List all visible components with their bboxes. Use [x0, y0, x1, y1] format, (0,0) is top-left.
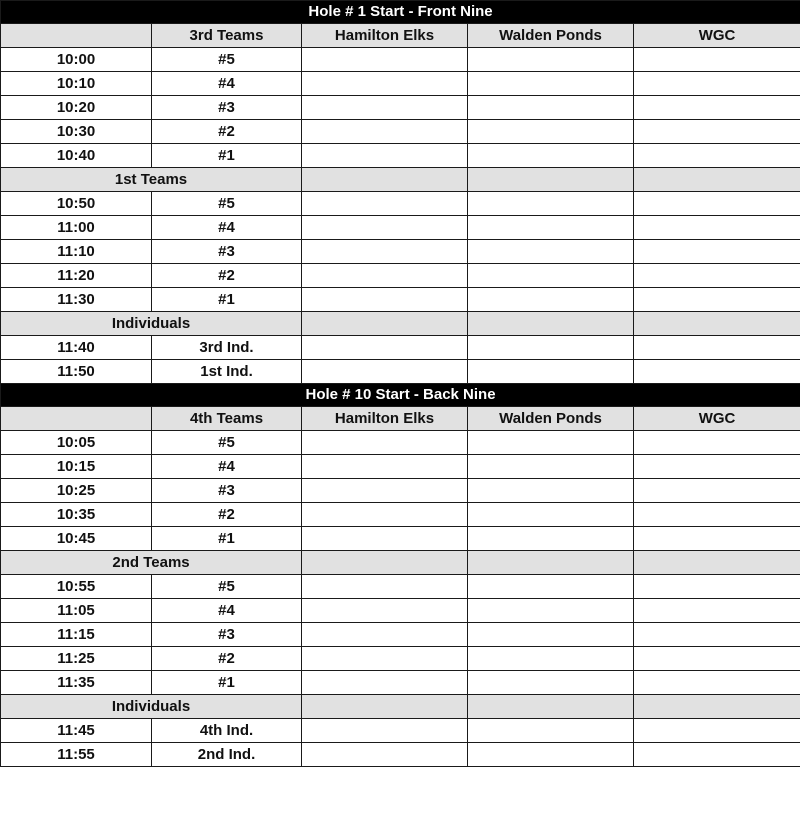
group-label: 1st Teams: [1, 168, 302, 192]
player-slot: #1: [152, 288, 302, 312]
group-label: 3rd Teams: [152, 24, 302, 48]
group-header-row: [1, 551, 800, 575]
group-label: 4th Teams: [152, 407, 302, 431]
tee-time: 10:25: [1, 479, 152, 503]
player-slot: 4th Ind.: [152, 719, 302, 743]
club-entry-cell: [634, 647, 800, 671]
column-header-row: [1, 24, 800, 48]
club-entry-cell: [634, 743, 800, 767]
tee-time: 11:15: [1, 623, 152, 647]
club-entry-cell: [634, 192, 800, 216]
tee-time-row: [1, 599, 800, 623]
club-entry-cell: [468, 431, 634, 455]
club-entry-cell: [468, 72, 634, 96]
group-blank-cell: [468, 551, 634, 575]
group-label: Individuals: [1, 312, 302, 336]
tee-time-row: [1, 192, 800, 216]
column-header-row: [1, 407, 800, 431]
tee-time: 11:25: [1, 647, 152, 671]
group-blank-cell: [468, 695, 634, 719]
club-entry-cell: [634, 240, 800, 264]
player-slot: #4: [152, 216, 302, 240]
club-entry-cell: [468, 216, 634, 240]
tee-time-row: [1, 72, 800, 96]
club-entry-cell: [468, 264, 634, 288]
club-entry-cell: [634, 503, 800, 527]
club-entry-cell: [302, 72, 468, 96]
player-slot: #2: [152, 264, 302, 288]
club-entry-cell: [468, 240, 634, 264]
club-entry-cell: [468, 288, 634, 312]
club-entry-cell: [468, 671, 634, 695]
tee-time-row: [1, 503, 800, 527]
player-slot: #3: [152, 96, 302, 120]
club-header: Walden Ponds: [468, 407, 634, 431]
club-entry-cell: [302, 288, 468, 312]
tee-time-row: [1, 48, 800, 72]
tee-time: 11:55: [1, 743, 152, 767]
tee-time: 11:30: [1, 288, 152, 312]
header-blank-cell: [1, 407, 152, 431]
club-entry-cell: [468, 719, 634, 743]
player-slot: #5: [152, 192, 302, 216]
group-blank-cell: [634, 312, 800, 336]
tee-time: 10:35: [1, 503, 152, 527]
club-entry-cell: [302, 671, 468, 695]
group-blank-cell: [634, 551, 800, 575]
club-entry-cell: [468, 599, 634, 623]
player-slot: #5: [152, 575, 302, 599]
tee-time: 10:15: [1, 455, 152, 479]
tee-time-row: [1, 527, 800, 551]
club-entry-cell: [302, 623, 468, 647]
tee-time: 11:50: [1, 360, 152, 384]
player-slot: #1: [152, 671, 302, 695]
group-header-row: [1, 168, 800, 192]
club-entry-cell: [302, 527, 468, 551]
club-entry-cell: [634, 48, 800, 72]
tee-time-row: [1, 623, 800, 647]
tee-time: 11:00: [1, 216, 152, 240]
club-header: Walden Ponds: [468, 24, 634, 48]
tee-time-row: [1, 455, 800, 479]
club-entry-cell: [634, 216, 800, 240]
tee-time: 10:00: [1, 48, 152, 72]
player-slot: #2: [152, 503, 302, 527]
section-banner: [1, 384, 800, 407]
club-entry-cell: [468, 623, 634, 647]
tee-time-row: [1, 743, 800, 767]
club-entry-cell: [468, 144, 634, 168]
tee-time: 10:20: [1, 96, 152, 120]
club-entry-cell: [468, 336, 634, 360]
group-header-row: [1, 695, 800, 719]
club-entry-cell: [634, 96, 800, 120]
player-slot: #5: [152, 431, 302, 455]
schedule-body: [1, 1, 800, 767]
club-entry-cell: [302, 599, 468, 623]
club-entry-cell: [468, 192, 634, 216]
group-blank-cell: [302, 168, 468, 192]
section-banner: [1, 1, 800, 24]
club-header: Hamilton Elks: [302, 407, 468, 431]
club-entry-cell: [468, 743, 634, 767]
club-entry-cell: [634, 144, 800, 168]
player-slot: #2: [152, 120, 302, 144]
group-blank-cell: [302, 695, 468, 719]
player-slot: #4: [152, 72, 302, 96]
club-entry-cell: [634, 599, 800, 623]
club-entry-cell: [634, 264, 800, 288]
group-blank-cell: [302, 551, 468, 575]
club-entry-cell: [302, 96, 468, 120]
club-entry-cell: [634, 120, 800, 144]
tee-time: 11:05: [1, 599, 152, 623]
club-entry-cell: [302, 216, 468, 240]
club-entry-cell: [302, 431, 468, 455]
club-entry-cell: [302, 575, 468, 599]
club-entry-cell: [468, 527, 634, 551]
club-entry-cell: [302, 144, 468, 168]
tee-time: 10:30: [1, 120, 152, 144]
tee-time: 10:10: [1, 72, 152, 96]
club-entry-cell: [302, 719, 468, 743]
player-slot: #1: [152, 144, 302, 168]
tee-time: 11:40: [1, 336, 152, 360]
club-entry-cell: [302, 264, 468, 288]
player-slot: #4: [152, 599, 302, 623]
player-slot: #1: [152, 527, 302, 551]
tee-time-row: [1, 216, 800, 240]
tee-time-row: [1, 288, 800, 312]
club-entry-cell: [634, 455, 800, 479]
club-entry-cell: [302, 360, 468, 384]
club-entry-cell: [302, 743, 468, 767]
club-entry-cell: [302, 479, 468, 503]
group-label: 2nd Teams: [1, 551, 302, 575]
club-entry-cell: [468, 455, 634, 479]
club-entry-cell: [634, 479, 800, 503]
club-entry-cell: [302, 336, 468, 360]
club-entry-cell: [468, 48, 634, 72]
player-slot: #3: [152, 623, 302, 647]
club-entry-cell: [634, 288, 800, 312]
tee-time-row: [1, 120, 800, 144]
group-label: Individuals: [1, 695, 302, 719]
player-slot: 3rd Ind.: [152, 336, 302, 360]
tee-time: 10:05: [1, 431, 152, 455]
player-slot: #3: [152, 240, 302, 264]
tee-time-row: [1, 264, 800, 288]
group-blank-cell: [302, 312, 468, 336]
tee-time: 11:35: [1, 671, 152, 695]
club-entry-cell: [468, 96, 634, 120]
club-entry-cell: [468, 503, 634, 527]
club-entry-cell: [634, 575, 800, 599]
tee-time-row: [1, 647, 800, 671]
tee-time-row: [1, 575, 800, 599]
tee-time-row: [1, 240, 800, 264]
tee-time-row: [1, 144, 800, 168]
tee-time: 10:55: [1, 575, 152, 599]
tee-time: 10:40: [1, 144, 152, 168]
group-blank-cell: [468, 312, 634, 336]
tee-time-row: [1, 336, 800, 360]
club-entry-cell: [468, 360, 634, 384]
club-header: WGC: [634, 407, 800, 431]
tee-time: 11:20: [1, 264, 152, 288]
group-blank-cell: [634, 168, 800, 192]
club-entry-cell: [634, 336, 800, 360]
player-slot: #3: [152, 479, 302, 503]
header-blank-cell: [1, 24, 152, 48]
player-slot: 2nd Ind.: [152, 743, 302, 767]
tee-time-row: [1, 719, 800, 743]
tee-time: 11:45: [1, 719, 152, 743]
club-entry-cell: [634, 623, 800, 647]
club-header: WGC: [634, 24, 800, 48]
club-entry-cell: [634, 72, 800, 96]
group-header-row: [1, 312, 800, 336]
group-blank-cell: [634, 695, 800, 719]
club-entry-cell: [468, 647, 634, 671]
club-entry-cell: [634, 719, 800, 743]
club-entry-cell: [302, 503, 468, 527]
club-entry-cell: [302, 48, 468, 72]
player-slot: #4: [152, 455, 302, 479]
player-slot: 1st Ind.: [152, 360, 302, 384]
player-slot: #5: [152, 48, 302, 72]
section-title: Hole # 10 Start - Back Nine: [1, 384, 800, 407]
tee-time: 10:50: [1, 192, 152, 216]
club-entry-cell: [302, 192, 468, 216]
club-entry-cell: [634, 431, 800, 455]
group-blank-cell: [468, 168, 634, 192]
club-entry-cell: [634, 671, 800, 695]
section-title: Hole # 1 Start - Front Nine: [1, 1, 800, 24]
player-slot: #2: [152, 647, 302, 671]
tee-time-row: [1, 671, 800, 695]
tee-time-row: [1, 96, 800, 120]
club-entry-cell: [634, 527, 800, 551]
club-header: Hamilton Elks: [302, 24, 468, 48]
club-entry-cell: [468, 479, 634, 503]
tee-time-row: [1, 479, 800, 503]
tee-time: 10:45: [1, 527, 152, 551]
club-entry-cell: [302, 647, 468, 671]
tee-time-row: [1, 431, 800, 455]
club-entry-cell: [468, 120, 634, 144]
tee-time-row: [1, 360, 800, 384]
club-entry-cell: [302, 120, 468, 144]
club-entry-cell: [302, 455, 468, 479]
club-entry-cell: [468, 575, 634, 599]
tee-time: 11:10: [1, 240, 152, 264]
club-entry-cell: [302, 240, 468, 264]
club-entry-cell: [634, 360, 800, 384]
